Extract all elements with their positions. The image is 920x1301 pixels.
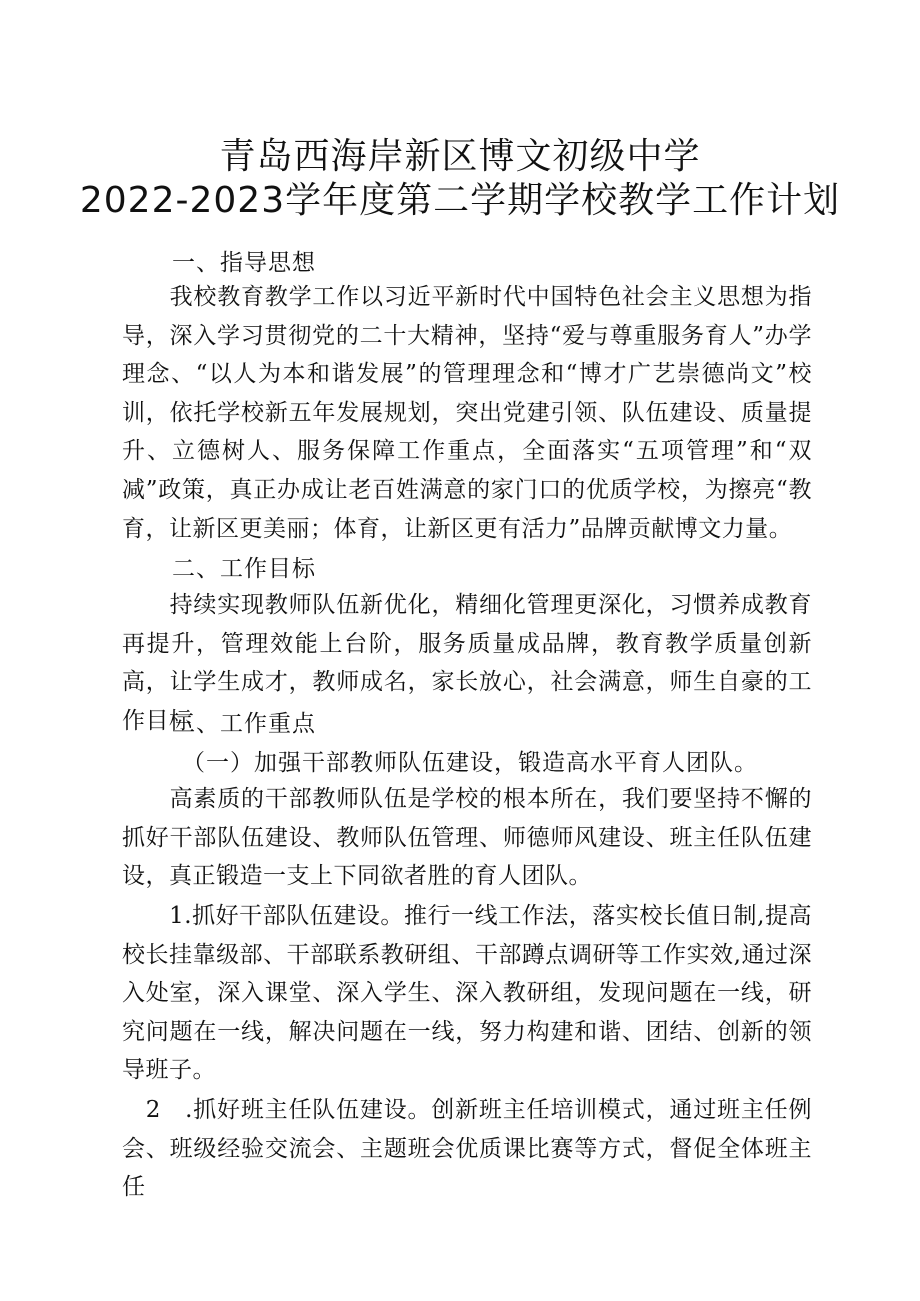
section-heading-guiding-ideology: 一、指导思想 [172,250,316,276]
document-title-line1: 青岛西海岸新区博文初级中学 [219,136,701,177]
section-heading-work-goals: 二、工作目标 [172,556,316,582]
paragraph-cadre-team: 1.抓好干部队伍建设。推行一线工作法，落实校长值日制,提高校长挂靠级部、干部联系教研组、干部蹲点调研等工作实效,通过深入处室，深入课堂、深入学生、深入教研组，发现问题在一线，研究问题在一线，解决问题在一线，努力构建和谐、团结、创新的领导班子。 [122,903,812,1084]
section-heading-work-focus: 三、工作重点 [172,711,316,737]
document-title-line2: 2022-2023学年度第二学期学校教学工作计划 [79,180,841,221]
subheading-team-building: （一）加强干部教师队伍建设，锻造高水平育人团队。 [182,750,758,776]
paragraph-head-teacher-team: 2 .抓好班主任队伍建设。创新班主任培训模式，通过班主任例会、班级经验交流会、主题班会优质课比赛等方式，督促全体班主任 [122,1097,812,1201]
paragraph-guiding-ideology: 我校教育教学工作以习近平新时代中国特色社会主义思想为指导，深入学习贯彻党的二十大精神，坚持“爱与尊重服务育人”办学理念、“以人为本和谐发展”的管理理念和“博才广艺崇德尚文”校训，依托学校新五年发展规划，突出党建引领、队伍建设、质量提升、立德树人、服务保障工作重点，全面落实“五项管理”和“双减”政策，真正办成让老百姓满意的家门口的优质学校，为擦亮“教育，让新区更美丽；体育，让新区更有活力”品牌贡献博文力量。 [122,284,812,542]
paragraph-work-goals: 持续实现教师队伍新优化，精细化管理更深化，习惯养成教育再提升，管理效能上台阶，服务质量成品牌，教育教学质量创新高，让学生成才，教师成名，家长放心，社会满意，师生自豪的工作目标 [122,592,812,734]
paragraph-team-intro: 高素质的干部教师队伍是学校的根本所在，我们要坚持不懈的抓好干部队伍建设、教师队伍管理、师德师风建设、班主任队伍建设，真正锻造一支上下同欲者胜的育人团队。 [122,786,812,890]
